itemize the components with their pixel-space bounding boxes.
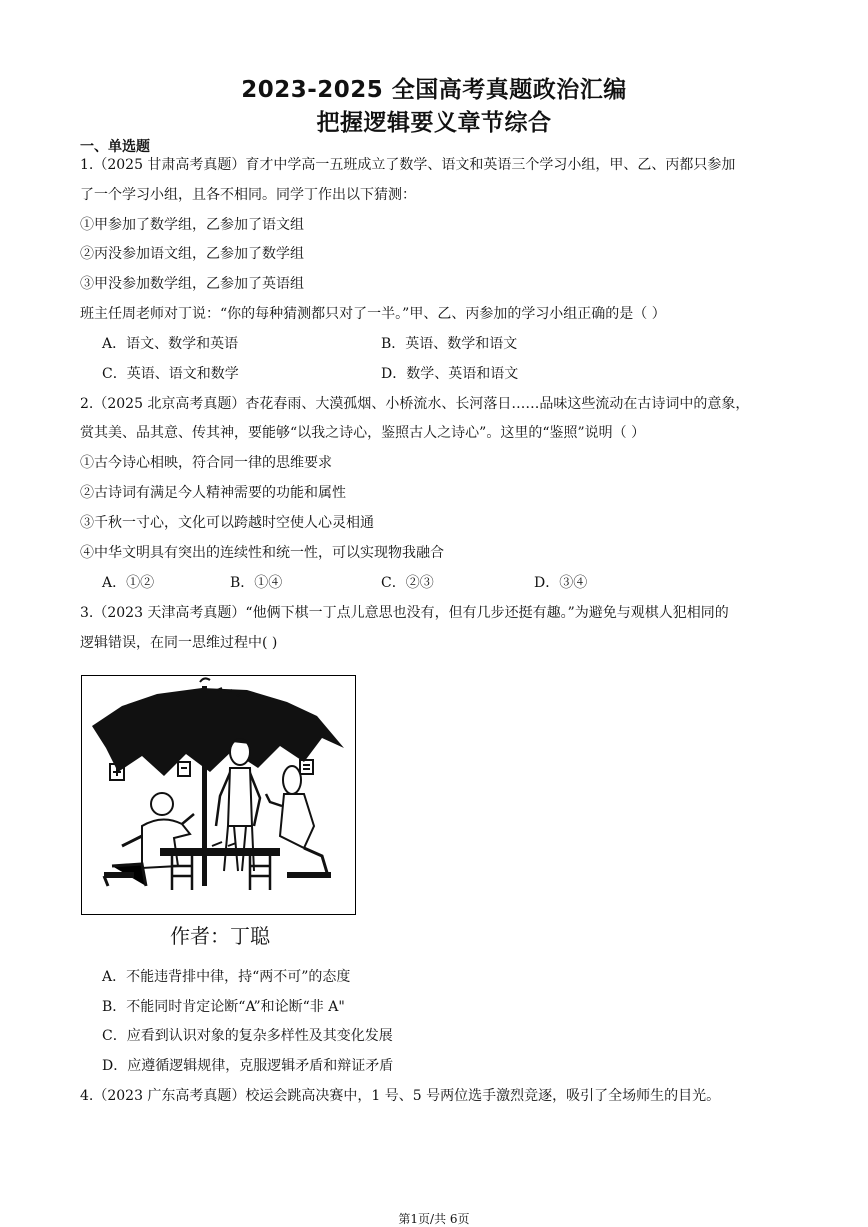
q1-option-b: B．英语、数学和语文 [381,336,518,352]
q2-stem-line2: 赏其美、品其意、传其神，要能够“以我之诗心，鉴照古人之诗心”。这里的“鉴照”说明（ ） [80,425,646,441]
q2-statement-4: ④中华文明具有突出的连续性和统一性，可以实现物我融合 [80,545,444,561]
q2-option-c: C．②③ [381,575,434,591]
q2-option-b: B．①④ [230,575,283,591]
q3-stem-line2: 逻辑错误，在同一思维过程中( ) [80,635,278,651]
q1-option-c: C．英语、语文和数学 [102,366,239,382]
q1-statement-1: ①甲参加了数学组，乙参加了语文组 [80,217,304,233]
q1-statement-2: ②丙没参加语文组，乙参加了数学组 [80,246,304,262]
chess-cartoon-drawing [82,676,354,913]
figure-caption: 作者：丁聪 [170,924,270,948]
document-title: 2023-2025 全国高考真题政治汇编 [241,77,627,103]
q3-option-d: D．应遵循逻辑规律，克服逻辑矛盾和辩证矛盾 [102,1058,394,1074]
q3-option-a: A．不能违背排中律，持“两不可”的态度 [102,969,351,985]
q1-option-a: A．语文、数学和英语 [102,336,239,352]
q3-option-b: B．不能同时肯定论断“A”和论断“非 A" [102,999,345,1015]
document-subtitle: 把握逻辑要义章节综合 [316,110,552,136]
q2-statement-2: ②古诗词有满足今人精神需要的功能和属性 [80,485,346,501]
q3-stem-line1: 3.（2023 天津高考真题）“他俩下棋一丁点儿意思也没有，但有几步还挺有趣。”为避免与观棋人犯相同的 [80,605,729,621]
q2-stem-line1: 2.（2025 北京高考真题）杏花春雨、大漠孤烟、小桥流水、长河落日……品味这些流动在古诗词中的意象， [80,396,750,412]
q2-option-d: D．③④ [534,575,588,591]
q1-statement-3: ③甲没参加数学组，乙参加了英语组 [80,276,304,292]
q3-option-c: C．应看到认识对象的复杂多样性及其变化发展 [102,1028,393,1044]
page-footer: 第1页/共 6页 [398,1212,470,1226]
q1-option-d: D．数学、英语和语文 [381,366,519,382]
section-heading: 一、单选题 [80,139,150,155]
q1-stem-line1: 1.（2025 甘肃高考真题）育才中学高一五班成立了数学、语文和英语三个学习小组，甲、乙、丙都只参加 [80,157,736,173]
q1-stem-line2: 了一个学习小组，且各不相同。同学丁作出以下猜测： [80,187,416,203]
q4-stem-line1: 4.（2023 广东高考真题）校运会跳高决赛中，1 号、5 号两位选手激烈竞逐，吸引了全场师生的目光。 [80,1088,721,1104]
q2-option-a: A．①② [102,575,155,591]
q2-statement-3: ③千秋一寸心，文化可以跨越时空使人心灵相通 [80,515,374,531]
cartoon-illustration [81,675,356,915]
q2-statement-1: ①古今诗心相映，符合同一律的思维要求 [80,455,332,471]
q1-stem-line3: 班主任周老师对丁说：“你的每种猜测都只对了一半。”甲、乙、丙参加的学习小组正确的是（ ） [80,306,666,322]
